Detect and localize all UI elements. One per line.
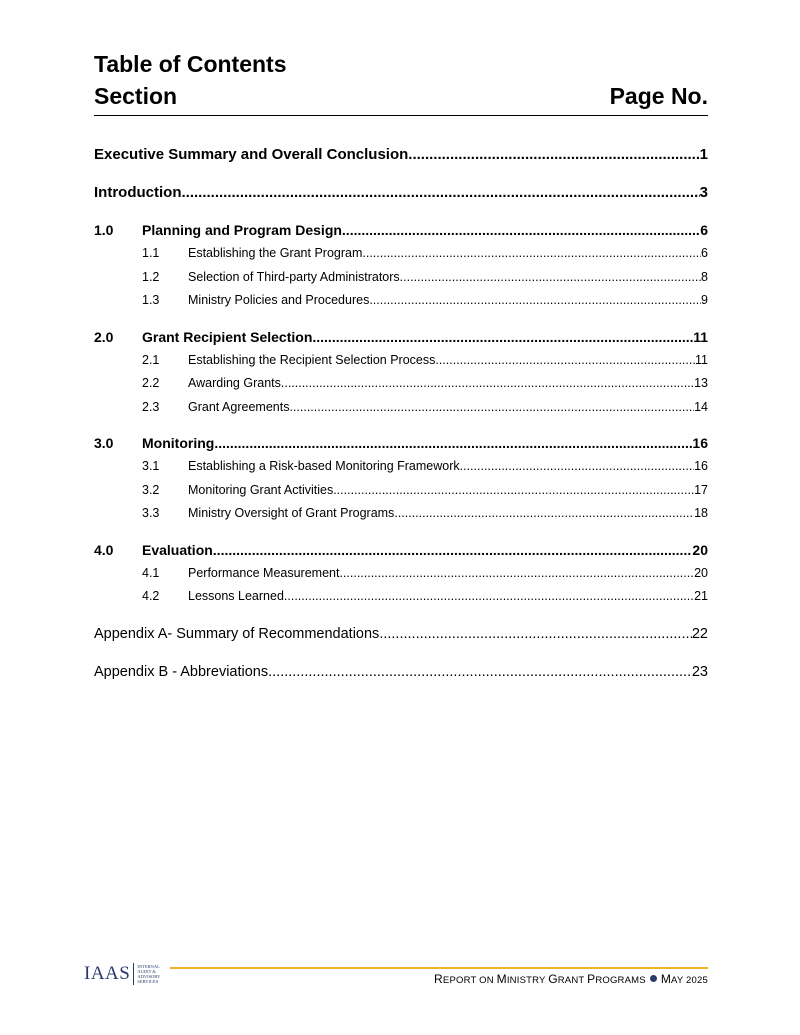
footer-initial: R (434, 972, 443, 986)
subsection-number: 3.2 (142, 482, 160, 497)
toc-entry-introduction[interactable] (94, 180, 708, 206)
toc-page-number: 20 (694, 565, 708, 580)
logo-divider (133, 963, 134, 985)
toc-section-1[interactable] (94, 218, 708, 242)
section-column-label: Section (94, 83, 178, 109)
dot-leader (339, 562, 694, 586)
footer-smallcaps: RANT (557, 975, 588, 986)
subsection-number: 2.1 (142, 352, 160, 367)
dot-leader (213, 538, 693, 562)
dot-leader (289, 396, 694, 420)
subsection-label: Performance Measurement (188, 565, 340, 580)
section-label: Evaluation (142, 541, 213, 558)
subsection-number: 3.1 (142, 459, 160, 473)
subsection-label: Selection of Third-party Administrators (188, 269, 400, 284)
toc-subsection-4-2[interactable] (94, 585, 708, 609)
dot-leader (394, 502, 694, 526)
footer-accent-line (170, 967, 708, 969)
toc-section-2[interactable] (94, 325, 708, 349)
page-column-label: Page No. (609, 83, 708, 109)
logo-wordmark: IAAS (84, 963, 131, 984)
dot-leader (460, 455, 694, 479)
subsection-number: 2.3 (142, 399, 160, 414)
footer-smallcaps: INISTRY (506, 975, 549, 986)
subsection-number: 2.2 (142, 376, 160, 390)
appendix-label: Appendix B - Abbreviations (94, 663, 269, 680)
dot-leader (362, 242, 701, 266)
section-number: 1.0 (94, 222, 114, 238)
dot-leader (284, 585, 694, 609)
dot-leader (181, 180, 699, 206)
column-header-row (94, 80, 708, 112)
section-label: Grant Recipient Selection (142, 328, 313, 345)
toc-page-number: 17 (694, 482, 708, 497)
toc-subsection-2-2[interactable] (94, 372, 708, 396)
toc-entry-executive-summary[interactable] (94, 142, 708, 168)
toc-page-number: 6 (701, 246, 708, 260)
footer-initial: G (548, 972, 558, 986)
dot-leader (281, 372, 694, 396)
page-header (94, 48, 708, 116)
dot-leader (312, 325, 693, 349)
footer-report-title (434, 972, 708, 986)
subsection-number: 1.2 (142, 269, 160, 284)
toc-section-3[interactable] (94, 431, 708, 455)
toc-page-number: 16 (694, 459, 708, 473)
footer-smallcaps: EPORT ON (442, 975, 497, 986)
dot-leader (342, 218, 700, 242)
toc-page-number: 18 (694, 506, 708, 520)
dot-leader (379, 621, 692, 647)
dot-leader (369, 289, 701, 313)
section-number: 3.0 (94, 435, 114, 451)
toc-subsection-1-3[interactable] (94, 289, 708, 313)
logo-subtext-line: SERVICES (137, 979, 159, 984)
toc-subsection-3-2[interactable] (94, 479, 708, 503)
dot-leader (408, 142, 699, 168)
bullet-dot-icon (650, 975, 657, 982)
subsection-label: Grant Agreements (188, 399, 290, 414)
toc-subsection-2-1[interactable] (94, 349, 708, 373)
toc-page-number: 9 (701, 293, 708, 307)
toc-subsection-3-3[interactable] (94, 502, 708, 526)
toc-page-number: 21 (694, 589, 708, 603)
footer-smallcaps: ROGRAMS (595, 975, 646, 986)
toc-page-number: 3 (699, 184, 708, 201)
toc-page-number: 20 (692, 541, 708, 558)
toc-appendix-b[interactable] (94, 659, 708, 685)
dot-leader (435, 349, 695, 373)
dot-leader (400, 266, 701, 290)
toc-page-number: 16 (692, 435, 708, 451)
toc-entry-label: Executive Summary and Overall Conclusion (94, 146, 409, 163)
toc-entry-label: Introduction (94, 184, 182, 201)
dot-leader (333, 479, 694, 503)
toc-subsection-4-1[interactable] (94, 562, 708, 586)
toc-subsection-1-2[interactable] (94, 266, 708, 290)
footer-initial: M (660, 972, 672, 986)
subsection-number: 3.3 (142, 506, 160, 520)
logo-subtext-line: AUDIT & (137, 969, 156, 974)
table-of-contents (94, 142, 708, 685)
toc-subsection-1-1[interactable] (94, 242, 708, 266)
toc-page-number: 11 (693, 328, 708, 345)
toc-section-4[interactable] (94, 538, 708, 562)
section-label: Planning and Program Design (142, 222, 342, 238)
toc-subsection-3-1[interactable] (94, 455, 708, 479)
subsection-label: Establishing a Risk-based Monitoring Framework (188, 459, 460, 473)
subsection-number: 4.2 (142, 589, 160, 603)
toc-page-number: 14 (694, 399, 708, 414)
toc-page-number: 8 (701, 269, 708, 284)
subsection-label: Establishing the Grant Program (188, 246, 363, 260)
toc-appendix-a[interactable] (94, 621, 708, 647)
subsection-label: Ministry Policies and Procedures (188, 293, 370, 307)
dot-leader (268, 659, 692, 685)
subsection-label: Ministry Oversight of Grant Programs (188, 506, 395, 520)
toc-page-number: 13 (694, 376, 708, 390)
toc-page-number: 23 (691, 663, 708, 680)
subsection-label: Establishing the Recipient Selection Process (188, 352, 436, 367)
section-number: 4.0 (94, 541, 114, 558)
section-number: 2.0 (94, 328, 114, 345)
logo-subtext (137, 964, 160, 984)
toc-page-number: 11 (695, 352, 708, 367)
subsection-number: 4.1 (142, 565, 160, 580)
logo-subtext-line: ADVISORY (137, 974, 161, 979)
subsection-label: Monitoring Grant Activities (188, 482, 334, 497)
section-label: Monitoring (142, 435, 215, 451)
header-divider (94, 115, 708, 116)
subsection-label: Lessons Learned (188, 589, 284, 603)
toc-page-number: 6 (700, 222, 708, 238)
subsection-number: 1.3 (142, 293, 160, 307)
subsection-number: 1.1 (142, 246, 160, 260)
iaas-logo (84, 963, 160, 985)
page-title: Table of Contents (94, 51, 287, 77)
footer-smallcaps: AY 2025 (671, 975, 708, 986)
toc-page-number: 22 (691, 625, 708, 642)
footer-initial: M (496, 972, 507, 986)
logo-subtext-line: INTERNAL (137, 964, 160, 969)
appendix-label: Appendix A- Summary of Recommendations (94, 625, 380, 642)
dot-leader (214, 431, 692, 455)
toc-page-number: 1 (699, 146, 708, 163)
footer-initial: P (587, 972, 596, 986)
subsection-label: Awarding Grants (188, 376, 281, 390)
toc-subsection-2-3[interactable] (94, 396, 708, 420)
